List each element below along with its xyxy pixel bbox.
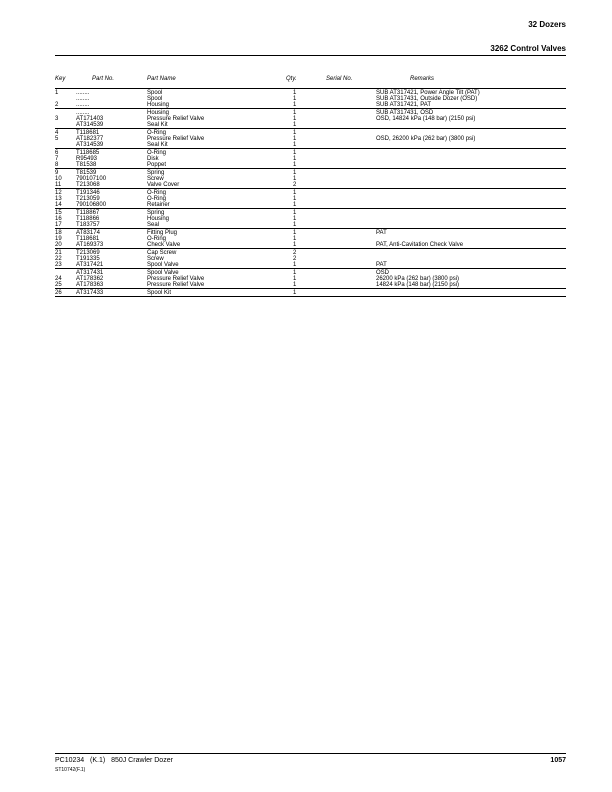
part-name: Screw [147,256,164,262]
part-number: T191335 [76,256,100,262]
part-name: Retainer [147,202,170,208]
part-qty: 1 [293,110,297,116]
part-key: 14 [55,202,62,208]
part-qty: 1 [293,222,297,228]
part-key: 19 [55,236,62,242]
part-name: Spool Valve [147,262,179,268]
part-number: ........ [76,90,90,96]
part-key: 10 [55,176,62,182]
part-number: T191346 [76,190,100,196]
column-header-remarks: Remarks [410,76,435,82]
part-remarks: 14824 kPa (148 bar) (2150 psi) [376,282,460,288]
part-key: 9 [55,170,59,176]
part-qty: 1 [293,122,297,128]
part-qty: 1 [293,170,297,176]
part-qty: 2 [293,250,297,256]
part-name: Spring [147,170,165,176]
part-number: 790107100 [76,176,107,182]
parts-group [55,129,566,149]
part-qty: 1 [293,230,297,236]
part-key: 11 [55,182,62,188]
part-qty: 1 [293,290,297,296]
parts-group [55,229,566,249]
part-qty: 2 [293,182,297,188]
part-number: T118681 [76,130,100,136]
part-number: 790106800 [76,202,107,208]
part-name: Spool Kit [147,290,172,296]
part-number: T118867 [76,210,100,216]
part-name: Poppet [147,162,167,168]
table-row [55,262,566,268]
table-row [55,202,566,208]
part-number: AT317421 [76,262,104,268]
group-title: 3262 Control Valves [490,44,566,53]
part-key: 2 [55,102,59,108]
part-key: 1 [55,90,59,96]
table-row [55,142,566,148]
part-qty: 1 [293,210,297,216]
footer-code: ST10742(F.1) [55,767,86,773]
part-remarks: OSD, 14824 kPa (148 bar) (2150 psi) [376,116,476,122]
table-row [55,102,566,108]
part-name: Seal Kit [147,122,168,128]
part-name: Spring [147,210,165,216]
column-header-qty: Qty. [286,76,297,82]
parts-table [0,89,612,297]
part-name: Housing [147,102,170,108]
part-number: AT169373 [76,242,104,248]
part-key: 16 [55,216,62,222]
parts-group [55,169,566,189]
part-number: ........ [76,110,90,116]
part-remarks: SUB AT317421, Power Angle Tilt (PAT) [376,90,480,96]
part-qty: 1 [293,236,297,242]
footer-model: 850J Crawler Dozer [111,757,173,764]
part-name: Pressure Relief Valve [147,282,205,288]
part-name: Seal Kit [147,142,168,148]
footer-rule [55,753,566,754]
part-number: ........ [76,102,90,108]
part-key: 6 [55,150,59,156]
part-number: R95493 [76,156,98,162]
part-qty: 1 [293,150,297,156]
part-name: O-Ring [147,150,167,156]
column-header-part-no: Part No. [92,76,115,82]
part-key: 4 [55,130,59,136]
part-key: 8 [55,162,59,168]
part-key: 5 [55,136,59,142]
part-name: Valve Cover [147,182,180,188]
part-name: O-Ring [147,196,167,202]
part-name: O-Ring [147,190,167,196]
parts-group [55,89,566,109]
part-name: Spool Valve [147,270,179,276]
part-key: 12 [55,190,62,196]
table-row [55,162,566,168]
part-number: AT178362 [76,276,104,282]
part-qty: 2 [293,256,297,262]
parts-group [55,289,566,297]
part-number: T183757 [76,222,100,228]
table-row [55,282,566,288]
part-number: T81538 [76,162,97,168]
part-name: Spool [147,90,163,96]
part-number: AT182377 [76,136,104,142]
part-key: 15 [55,210,62,216]
part-number: AT314539 [76,142,104,148]
column-header-key: Key [55,76,66,82]
part-number: AT314539 [76,122,104,128]
part-key: 23 [55,262,62,268]
part-key: 18 [55,230,62,236]
part-qty: 1 [293,96,297,102]
part-remarks: OSD [376,270,390,276]
part-name: Housing [147,216,170,222]
part-key: 13 [55,196,62,202]
part-qty: 1 [293,242,297,248]
part-name: Pressure Relief Valve [147,136,205,142]
table-row [55,122,566,128]
part-key: 21 [55,250,62,256]
part-name: O-Ring [147,236,167,242]
page-number: 1057 [550,757,566,764]
part-number: T118681 [76,236,100,242]
part-name: Pressure Relief Valve [147,276,205,282]
part-qty: 1 [293,216,297,222]
part-qty: 1 [293,130,297,136]
table-row [55,182,566,188]
part-remarks: SUB AT317431, OSD [376,110,434,116]
parts-group [55,249,566,269]
part-key: 7 [55,156,59,162]
part-key: 25 [55,282,62,288]
part-remarks: SUB AT317431, Outside Dozer (OSD) [376,96,478,102]
part-remarks: PAT, Anti-Cavitation Check Valve [376,242,464,248]
part-key: 3 [55,116,59,122]
column-header-part-name: Part Name [147,76,176,82]
part-name: Check Valve [147,242,181,248]
table-row [55,290,566,296]
part-qty: 1 [293,162,297,168]
parts-group [55,149,566,169]
part-number: T118685 [76,150,100,156]
part-number: ........ [76,96,90,102]
part-qty: 1 [293,276,297,282]
footer-doc-info [55,757,173,764]
parts-group [55,109,566,129]
part-qty: 1 [293,116,297,122]
part-name: Disk [147,156,159,162]
part-name: Housing [147,110,170,116]
part-number: T213059 [76,196,100,202]
part-number: T81539 [76,170,97,176]
footer-doc-number: PC10234 [55,757,85,764]
part-name: Spool [147,96,163,102]
part-key: 22 [55,256,62,262]
part-name: Pressure Relief Valve [147,116,205,122]
part-qty: 1 [293,196,297,202]
part-remarks: OSD, 26200 kPa (262 bar) (3800 psi) [376,136,476,142]
part-remarks: PAT [376,230,387,236]
part-key: 20 [55,242,62,248]
part-remarks: 26200 kPa (262 bar) (3800 psi) [376,276,460,282]
part-number: AT178363 [76,282,104,288]
section-title: 32 Dozers [528,20,566,29]
part-key: 26 [55,290,62,296]
part-number: T213068 [76,182,100,188]
parts-group [55,189,566,209]
part-qty: 1 [293,262,297,268]
part-key: 24 [55,276,62,282]
table-row [55,222,566,228]
footer-revision: (K.1) [90,757,106,764]
part-number: T118866 [76,216,100,222]
part-number: AT317431 [76,270,104,276]
part-qty: 1 [293,142,297,148]
part-qty: 1 [293,102,297,108]
table-row [55,242,566,248]
part-qty: 1 [293,176,297,182]
header-rule [55,55,566,56]
parts-group [55,209,566,229]
part-qty: 1 [293,156,297,162]
parts-group [55,269,566,289]
part-qty: 1 [293,202,297,208]
column-header-serial-no: Serial No. [326,76,353,82]
part-qty: 1 [293,90,297,96]
part-remarks: PAT [376,262,387,268]
part-name: Seal [147,222,160,228]
part-key: 17 [55,222,62,228]
part-number: AT317433 [76,290,104,296]
part-name: Cap Screw [147,250,177,256]
part-name: Fitting Plug [147,230,178,236]
part-name: O-Ring [147,130,167,136]
part-number: AT171403 [76,116,104,122]
part-number: AT83174 [76,230,100,236]
part-qty: 1 [293,190,297,196]
part-number: T213069 [76,250,100,256]
part-qty: 1 [293,270,297,276]
part-qty: 1 [293,136,297,142]
part-name: Screw [147,176,164,182]
part-remarks: SUB AT317421, PAT [376,102,432,108]
part-qty: 1 [293,282,297,288]
